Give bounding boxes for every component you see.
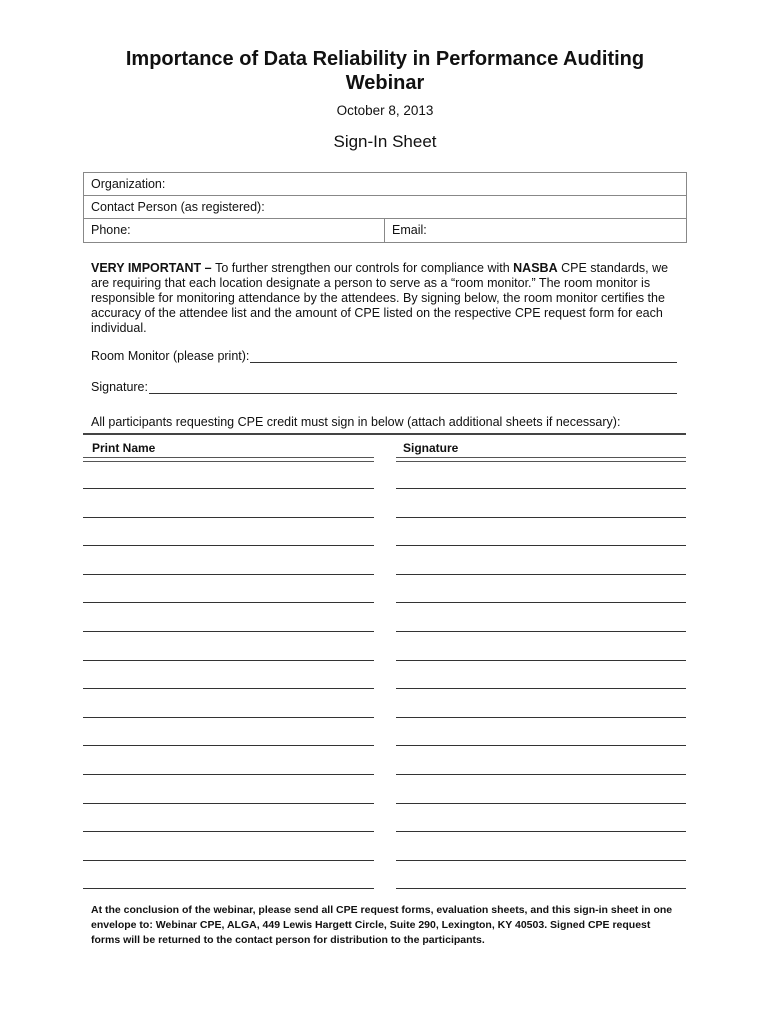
signature-line-row[interactable] (396, 574, 686, 575)
print-name-line[interactable] (83, 574, 374, 575)
print-name-line[interactable] (83, 717, 374, 718)
print-name-line[interactable] (83, 660, 374, 661)
signature-line-row[interactable] (396, 688, 686, 689)
signature-header-rule (396, 457, 686, 462)
signature-line-row[interactable] (396, 517, 686, 518)
table-top-rule (83, 433, 686, 435)
print-name-header-rule (83, 457, 374, 462)
print-name-header: Print Name (92, 441, 156, 455)
room-monitor-line (91, 349, 681, 363)
title-line-2: Webinar (345, 72, 425, 94)
room-monitor-label: Room Monitor (please print): (91, 349, 250, 363)
signature-line-row[interactable] (396, 888, 686, 889)
signature-line-row[interactable] (396, 831, 686, 832)
participants-instruction: All participants requesting CPE credit must sign in below (attach additional sheets if necessary): (91, 415, 621, 429)
signature-line-row[interactable] (396, 602, 686, 603)
submission-instructions: At the conclusion of the webinar, please send all CPE request forms, evaluation sheets, and this sign-in sheet in one envelope to: Webinar CPE, ALGA, 449 Lewis Hargett Circle, Suite 290, Lexington, KY 40503. Signed CPE request forms will be returned to the contact person for distribution to the participants. (91, 904, 673, 946)
print-name-line[interactable] (83, 545, 374, 546)
print-name-line[interactable] (83, 602, 374, 603)
print-name-line[interactable] (83, 688, 374, 689)
organization-field[interactable]: Organization: (84, 173, 686, 196)
print-name-line[interactable] (83, 831, 374, 832)
phone-email-row (84, 219, 686, 242)
signature-line (91, 380, 681, 394)
print-name-line[interactable] (83, 488, 374, 489)
title-line-1: Importance of Data Reliability in Performance Auditing (125, 48, 645, 70)
signature-line-row[interactable] (396, 631, 686, 632)
signature-line-row[interactable] (396, 717, 686, 718)
phone-field[interactable]: Phone: (84, 219, 385, 242)
event-date: October 8, 2013 (336, 103, 434, 118)
print-name-line[interactable] (83, 774, 374, 775)
contact-person-field[interactable]: Contact Person (as registered): (84, 196, 686, 219)
signature-line-row[interactable] (396, 660, 686, 661)
print-name-line[interactable] (83, 745, 374, 746)
email-field[interactable]: Email: (392, 223, 427, 237)
signature-line-row[interactable] (396, 745, 686, 746)
print-name-line[interactable] (83, 860, 374, 861)
sheet-subtitle: Sign-In Sheet (333, 132, 437, 151)
print-name-line[interactable] (83, 888, 374, 889)
signature-line-row[interactable] (396, 774, 686, 775)
important-notice (91, 261, 681, 336)
print-name-line[interactable] (83, 517, 374, 518)
signature-line-row[interactable] (396, 545, 686, 546)
signature-header: Signature (403, 441, 459, 455)
print-name-line[interactable] (83, 631, 374, 632)
nasba-label: NASBA (513, 261, 558, 275)
signature-line-row[interactable] (396, 860, 686, 861)
signature-label: Signature: (91, 380, 148, 394)
print-name-line[interactable] (83, 803, 374, 804)
signature-line-row[interactable] (396, 803, 686, 804)
document-title (0, 47, 770, 95)
notice-text-2: CPE standards, we are requiring that each location designate a person to serve as a “room monitor.” The room monitor is responsible for monitoring attendance by the attendees. By signing below, the room monitor certifies the accuracy of the attendee list and the amount of CPE listed on the respective CPE request form for each individual. (91, 261, 669, 335)
signature-input[interactable] (149, 381, 677, 394)
signature-line-row[interactable] (396, 488, 686, 489)
contact-info-box (83, 172, 687, 243)
notice-lead: VERY IMPORTANT – (91, 261, 216, 275)
room-monitor-input[interactable] (250, 350, 677, 363)
notice-text-1: To further strengthen our controls for compliance with (215, 261, 514, 275)
